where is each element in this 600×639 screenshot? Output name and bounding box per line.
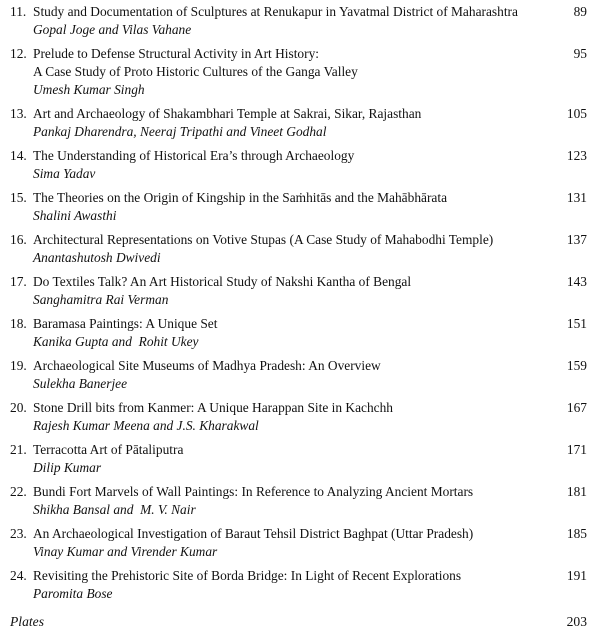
entry-title: Study and Documentation of Sculptures at Renukapur in Yavatmal District of Maharashtra [33,4,518,19]
entry-page-number: 143 [566,274,587,289]
entry-page-number: 131 [566,190,587,205]
entry-number: 19. [10,358,27,373]
toc-entry [0,399,600,435]
entry-authors: Shalini Awasthi [33,208,117,223]
entry-title-continued: A Case Study of Proto Historic Cultures of the Ganga Valley [33,64,358,79]
entry-page-number: 89 [573,4,587,19]
entry-number: 16. [10,232,27,247]
entry-title: Terracotta Art of Pātaliputra [33,442,184,457]
plates-label: Plates [10,614,44,629]
entry-title: An Archaeological Investigation of Baraut Tehsil District Baghpat (Uttar Pradesh) [33,526,474,541]
toc-entry [0,189,600,225]
entry-title: Prelude to Defense Structural Activity in Art History: [33,46,319,61]
entry-page-number: 181 [566,484,587,499]
entry-authors: Dilip Kumar [33,460,102,475]
entry-number: 24. [10,568,27,583]
toc-entry [0,567,600,603]
toc-entry [0,273,600,309]
entry-authors: Paromita Bose [33,586,113,601]
toc-entry [0,3,600,39]
entry-authors: Shikha Bansal and M. V. Nair [33,502,196,517]
entry-title: Revisiting the Prehistoric Site of Borda Bridge: In Light of Recent Explorations [33,568,462,583]
entry-number: 15. [10,190,27,205]
entry-page-number: 159 [566,358,587,373]
entry-authors: Anantashutosh Dwivedi [33,250,161,265]
toc-entry [0,105,600,141]
entry-page-number: 123 [566,148,587,163]
entry-title: Architectural Representations on Votive Stupas (A Case Study of Mahabodhi Temple) [33,232,494,247]
entry-title: Stone Drill bits from Kanmer: A Unique Harappan Site in Kachchh [33,400,393,415]
entry-authors: Sanghamitra Rai Verman [33,292,169,307]
entry-number: 12. [10,46,27,61]
toc-entry [0,357,600,393]
entry-page-number: 151 [566,316,587,331]
toc-entry [0,483,600,519]
toc-entry [0,45,600,99]
entry-number: 18. [10,316,27,331]
entry-title: Do Textiles Talk? An Art Historical Study of Nakshi Kantha of Bengal [33,274,412,289]
entry-authors: Sulekha Banerjee [33,376,128,391]
entry-title: Baramasa Paintings: A Unique Set [33,316,218,331]
toc-entry [0,525,600,561]
entry-page-number: 105 [566,106,587,121]
entry-title: Bundi Fort Marvels of Wall Paintings: In Reference to Analyzing Ancient Mortars [33,484,474,499]
entry-authors: Pankaj Dharendra, Neeraj Tripathi and Vineet Godhal [33,124,327,139]
entry-title: The Theories on the Origin of Kingship in the Saṁhitās and the Mahābhārata [33,190,448,205]
entry-number: 21. [10,442,27,457]
toc-entry [0,231,600,267]
entry-page-number: 185 [566,526,587,541]
entry-page-number: 171 [566,442,587,457]
entry-authors: Vinay Kumar and Virender Kumar [33,544,218,559]
entry-number: 20. [10,400,27,415]
toc-entry [0,315,600,351]
entry-title: Archaeological Site Museums of Madhya Pradesh: An Overview [33,358,381,373]
entry-authors: Kanika Gupta and Rohit Ukey [33,334,199,349]
entry-page-number: 191 [566,568,587,583]
entry-page-number: 167 [566,400,587,415]
entry-authors: Umesh Kumar Singh [33,82,145,97]
toc-entry [0,441,600,477]
entry-page-number: 137 [566,232,587,247]
entry-page-number: 95 [573,46,587,61]
entry-number: 11. [10,4,27,19]
entry-title: The Understanding of Historical Era’s through Archaeology [33,148,355,163]
plates-entry [0,612,600,632]
entry-number: 17. [10,274,27,289]
entry-number: 14. [10,148,27,163]
entry-authors: Gopal Joge and Vilas Vahane [33,22,192,37]
entry-number: 23. [10,526,27,541]
entry-number: 22. [10,484,27,499]
entry-authors: Rajesh Kumar Meena and J.S. Kharakwal [33,418,259,433]
entry-number: 13. [10,106,27,121]
entry-authors: Sima Yadav [33,166,96,181]
entry-title: Art and Archaeology of Shakambhari Temple at Sakrai, Sikar, Rajasthan [33,106,422,121]
toc-entry [0,147,600,183]
plates-page-number: 203 [566,614,587,629]
